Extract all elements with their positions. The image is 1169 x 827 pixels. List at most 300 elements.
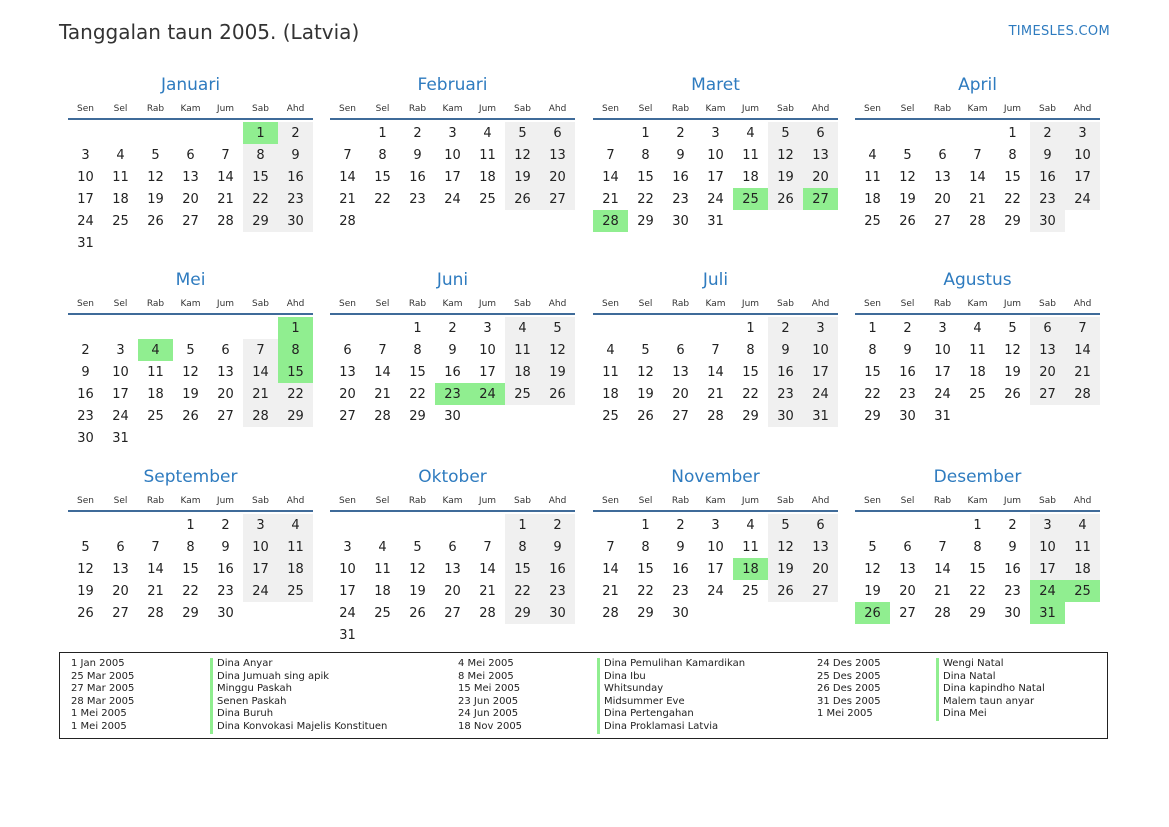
day-cell: 22 <box>969 583 986 599</box>
day-grid <box>855 120 1100 232</box>
weekday-label: Sel <box>638 104 653 114</box>
day-cell: 14 <box>707 364 724 380</box>
day-cell: 16 <box>77 386 94 402</box>
holiday-day-cell: 25 <box>1065 580 1100 602</box>
weekday-label: Kam <box>967 104 988 114</box>
day-cell: 22 <box>374 191 391 207</box>
empty-cell <box>698 602 733 624</box>
day-cell: 29 <box>182 605 199 621</box>
day-cell: 20 <box>217 386 234 402</box>
weekend-day-cell: 29 <box>505 602 540 624</box>
empty-cell <box>400 514 435 536</box>
weekend-day-cell: 22 <box>278 383 313 405</box>
day-cell: 6 <box>343 342 352 358</box>
empty-cell <box>103 232 138 254</box>
empty-cell <box>330 317 365 339</box>
day-cell: 28 <box>217 213 234 229</box>
month-name: September <box>143 467 238 487</box>
weekday-header <box>68 492 313 510</box>
day-cell: 16 <box>409 169 426 185</box>
weekend-day-cell: 13 <box>540 144 575 166</box>
empty-cell <box>365 317 400 339</box>
empty-cell <box>698 317 733 339</box>
day-cell: 1 <box>868 320 877 336</box>
weekday-label: Ahd <box>811 299 830 309</box>
weekend-day-cell: 3 <box>1030 514 1065 536</box>
day-cell: 28 <box>374 408 391 424</box>
weekend-day-cell: 9 <box>1030 144 1065 166</box>
day-cell: 15 <box>969 561 986 577</box>
weekday-label: Sen <box>339 496 356 506</box>
legend-date: 26 Des 2005 <box>817 683 881 695</box>
legend-holiday-name: Minggu Paskah <box>210 683 292 696</box>
weekday-label: Kam <box>180 104 201 114</box>
day-cell: 9 <box>676 539 685 555</box>
empty-cell <box>138 232 173 254</box>
day-cell: 19 <box>409 583 426 599</box>
weekday-label: Rab <box>671 104 690 114</box>
day-cell: 25 <box>374 605 391 621</box>
weekday-label: Kam <box>180 299 201 309</box>
weekend-day-cell: 3 <box>243 514 278 536</box>
empty-cell <box>103 122 138 144</box>
day-cell: 7 <box>483 539 492 555</box>
empty-cell <box>890 122 925 144</box>
day-cell: 8 <box>378 147 387 163</box>
day-cell: 13 <box>444 561 461 577</box>
weekend-day-cell: 5 <box>768 122 803 144</box>
weekend-day-cell: 29 <box>243 210 278 232</box>
weekday-label: Sel <box>900 104 915 114</box>
day-cell: 5 <box>413 539 422 555</box>
day-cell: 19 <box>899 191 916 207</box>
weekday-header <box>68 100 313 118</box>
weekday-label: Sel <box>900 496 915 506</box>
legend-date: 1 Mei 2005 <box>71 708 127 720</box>
weekday-label: Sel <box>638 299 653 309</box>
weekend-day-cell: 13 <box>803 536 838 558</box>
empty-cell <box>68 514 103 536</box>
day-cell: 9 <box>448 342 457 358</box>
day-cell: 15 <box>374 169 391 185</box>
weekend-day-cell: 23 <box>1030 188 1065 210</box>
day-cell: 20 <box>444 583 461 599</box>
day-cell: 14 <box>969 169 986 185</box>
day-cell: 26 <box>1004 386 1021 402</box>
empty-cell <box>1065 602 1100 624</box>
legend-date: 15 Mei 2005 <box>458 683 521 695</box>
day-cell: 2 <box>903 320 912 336</box>
day-cell: 10 <box>112 364 129 380</box>
weekend-day-cell: 27 <box>1030 383 1065 405</box>
day-cell: 27 <box>112 605 129 621</box>
empty-cell <box>243 232 278 254</box>
weekend-day-cell: 17 <box>1030 558 1065 580</box>
day-cell: 26 <box>77 605 94 621</box>
weekday-label: Kam <box>442 299 463 309</box>
month-agustus <box>855 269 1100 427</box>
day-cell: 18 <box>864 191 881 207</box>
day-cell: 6 <box>221 342 230 358</box>
day-cell: 9 <box>413 147 422 163</box>
weekday-label: Jum <box>478 496 497 506</box>
weekend-day-cell: 2 <box>1030 122 1065 144</box>
day-cell: 29 <box>969 605 986 621</box>
empty-cell <box>733 210 768 232</box>
day-cell: 9 <box>1008 539 1017 555</box>
day-grid <box>855 512 1100 624</box>
day-cell: 6 <box>676 342 685 358</box>
weekend-day-cell: 16 <box>540 558 575 580</box>
weekend-day-cell: 21 <box>1065 361 1100 383</box>
day-cell: 23 <box>1004 583 1021 599</box>
empty-cell <box>138 317 173 339</box>
day-grid <box>68 120 313 254</box>
legend-date: 24 Jun 2005 <box>458 708 519 720</box>
day-cell: 29 <box>637 605 654 621</box>
day-cell: 21 <box>217 191 234 207</box>
day-cell: 13 <box>217 364 234 380</box>
day-cell: 1 <box>746 320 755 336</box>
legend-holiday-name: Dina Natal <box>936 671 996 684</box>
month-name: Agustus <box>943 270 1012 290</box>
weekend-day-cell: 3 <box>803 317 838 339</box>
empty-cell <box>855 122 890 144</box>
weekend-day-cell: 8 <box>505 536 540 558</box>
holiday-day-cell: 8 <box>278 339 313 361</box>
day-cell: 14 <box>602 169 619 185</box>
empty-cell <box>68 317 103 339</box>
empty-cell <box>208 122 243 144</box>
day-cell: 24 <box>707 583 724 599</box>
day-cell: 30 <box>672 605 689 621</box>
day-cell: 10 <box>77 169 94 185</box>
day-cell: 3 <box>711 125 720 141</box>
weekend-day-cell: 2 <box>768 317 803 339</box>
day-cell: 8 <box>186 539 195 555</box>
day-cell: 11 <box>479 147 496 163</box>
weekday-label: Ahd <box>548 496 567 506</box>
empty-cell <box>768 210 803 232</box>
day-cell: 30 <box>444 408 461 424</box>
day-grid <box>593 120 838 232</box>
day-cell: 29 <box>742 408 759 424</box>
day-cell: 28 <box>969 213 986 229</box>
weekend-day-cell: 7 <box>243 339 278 361</box>
empty-cell <box>68 122 103 144</box>
empty-cell <box>855 514 890 536</box>
day-cell: 24 <box>77 213 94 229</box>
day-cell: 28 <box>707 408 724 424</box>
weekend-day-cell: 24 <box>1065 188 1100 210</box>
weekday-label: Ahd <box>286 299 305 309</box>
weekday-header <box>330 100 575 118</box>
day-cell: 6 <box>938 147 947 163</box>
empty-cell <box>593 514 628 536</box>
legend-date: 1 Mei 2005 <box>71 721 127 732</box>
day-cell: 18 <box>147 386 164 402</box>
day-cell: 4 <box>483 125 492 141</box>
weekday-label: Sel <box>900 299 915 309</box>
weekday-label: Kam <box>705 496 726 506</box>
day-cell: 30 <box>899 408 916 424</box>
day-cell: 14 <box>479 561 496 577</box>
day-grid <box>330 120 575 232</box>
weekend-day-cell: 10 <box>803 339 838 361</box>
weekday-label: Ahd <box>811 496 830 506</box>
day-cell: 6 <box>186 147 195 163</box>
day-cell: 11 <box>969 342 986 358</box>
weekday-label: Sen <box>77 496 94 506</box>
legend-holiday-name: Dina Pemulihan Kamardikan <box>597 658 745 671</box>
weekend-day-cell: 13 <box>803 144 838 166</box>
day-cell: 28 <box>147 605 164 621</box>
weekday-label: Sab <box>252 299 269 309</box>
day-cell: 30 <box>1004 605 1021 621</box>
day-cell: 28 <box>479 605 496 621</box>
day-cell: 18 <box>742 169 759 185</box>
weekend-day-cell: 30 <box>540 602 575 624</box>
weekday-label: Jum <box>478 299 497 309</box>
weekend-day-cell: 19 <box>768 166 803 188</box>
day-cell: 15 <box>637 561 654 577</box>
day-cell: 25 <box>969 386 986 402</box>
empty-cell <box>103 317 138 339</box>
day-cell: 8 <box>641 539 650 555</box>
weekday-label: Jum <box>1003 104 1022 114</box>
weekday-label: Rab <box>146 299 165 309</box>
empty-cell <box>1065 210 1100 232</box>
weekday-label: Sen <box>864 104 881 114</box>
empty-cell <box>400 624 435 646</box>
day-cell: 20 <box>934 191 951 207</box>
weekend-day-cell: 10 <box>243 536 278 558</box>
month-name: Juni <box>436 270 469 290</box>
month-februari <box>330 74 575 232</box>
day-cell: 24 <box>934 386 951 402</box>
weekend-day-cell: 12 <box>505 144 540 166</box>
weekday-label: Jum <box>741 496 760 506</box>
day-cell: 4 <box>746 517 755 533</box>
weekday-label: Kam <box>705 299 726 309</box>
empty-cell <box>243 602 278 624</box>
day-cell: 11 <box>864 169 881 185</box>
weekday-label: Kam <box>705 104 726 114</box>
day-cell: 19 <box>637 386 654 402</box>
day-cell: 22 <box>637 191 654 207</box>
empty-cell <box>540 624 575 646</box>
weekday-label: Jum <box>741 104 760 114</box>
weekend-day-cell: 18 <box>505 361 540 383</box>
weekday-label: Rab <box>933 104 952 114</box>
empty-cell <box>505 624 540 646</box>
weekend-day-cell: 25 <box>505 383 540 405</box>
day-cell: 5 <box>186 342 195 358</box>
day-cell: 1 <box>1008 125 1017 141</box>
weekday-label: Ahd <box>548 299 567 309</box>
empty-cell <box>278 602 313 624</box>
day-cell: 7 <box>378 342 387 358</box>
day-cell: 6 <box>448 539 457 555</box>
day-cell: 27 <box>217 408 234 424</box>
day-cell: 26 <box>147 213 164 229</box>
weekend-day-cell: 30 <box>278 210 313 232</box>
page-title: Tanggalan taun 2005. (Latvia) <box>59 20 360 44</box>
day-cell: 5 <box>868 539 877 555</box>
weekday-label: Rab <box>408 104 427 114</box>
day-cell: 13 <box>934 169 951 185</box>
month-mei <box>68 269 313 449</box>
day-cell: 21 <box>602 583 619 599</box>
month-juli <box>593 269 838 427</box>
day-grid <box>593 315 838 427</box>
brand-logo-text[interactable]: TIMESLES.COM <box>1008 24 1110 39</box>
holiday-day-cell: 26 <box>855 602 890 624</box>
legend-date: 4 Mei 2005 <box>458 658 514 669</box>
month-name: Februari <box>417 75 488 95</box>
weekday-label: Rab <box>933 496 952 506</box>
legend-holiday-name: Dina kapindho Natal <box>936 683 1045 696</box>
weekend-day-cell: 8 <box>243 144 278 166</box>
day-cell: 2 <box>221 517 230 533</box>
day-cell: 14 <box>339 169 356 185</box>
weekday-label: Sen <box>602 496 619 506</box>
weekday-label: Sab <box>1039 299 1056 309</box>
day-cell: 11 <box>742 539 759 555</box>
day-cell: 22 <box>637 583 654 599</box>
weekday-label: Kam <box>442 104 463 114</box>
empty-cell <box>803 602 838 624</box>
empty-cell <box>505 405 540 427</box>
day-cell: 2 <box>676 517 685 533</box>
month-name: Januari <box>160 75 221 95</box>
weekend-day-cell: 27 <box>803 580 838 602</box>
weekday-label: Sen <box>339 104 356 114</box>
weekday-header <box>330 295 575 313</box>
legend-date: 18 Nov 2005 <box>458 721 523 732</box>
legend-holiday-name: Dina Pertengahan <box>597 708 694 721</box>
weekday-label: Sel <box>375 299 390 309</box>
weekday-label: Rab <box>408 496 427 506</box>
day-cell: 8 <box>1008 147 1017 163</box>
day-cell: 22 <box>864 386 881 402</box>
day-cell: 15 <box>637 169 654 185</box>
empty-cell <box>540 210 575 232</box>
day-cell: 13 <box>112 561 129 577</box>
weekday-header <box>593 492 838 510</box>
weekday-label: Kam <box>180 496 201 506</box>
weekend-day-cell: 27 <box>540 188 575 210</box>
weekend-day-cell: 26 <box>540 383 575 405</box>
weekend-day-cell: 4 <box>1065 514 1100 536</box>
month-name: Desember <box>933 467 1022 487</box>
day-cell: 15 <box>864 364 881 380</box>
day-cell: 1 <box>973 517 982 533</box>
holiday-day-cell: 15 <box>278 361 313 383</box>
day-cell: 2 <box>676 125 685 141</box>
day-cell: 23 <box>409 191 426 207</box>
day-cell: 3 <box>483 320 492 336</box>
day-cell: 16 <box>899 364 916 380</box>
holiday-day-cell: 31 <box>1030 602 1065 624</box>
day-cell: 20 <box>672 386 689 402</box>
empty-cell <box>803 210 838 232</box>
weekday-header <box>593 100 838 118</box>
day-cell: 12 <box>864 561 881 577</box>
day-cell: 26 <box>637 408 654 424</box>
day-grid <box>855 315 1100 427</box>
day-cell: 7 <box>973 147 982 163</box>
day-cell: 1 <box>378 125 387 141</box>
empty-cell <box>278 427 313 449</box>
empty-cell <box>890 514 925 536</box>
weekend-day-cell: 6 <box>803 122 838 144</box>
month-oktober <box>330 466 575 646</box>
day-cell: 31 <box>77 235 94 251</box>
weekend-day-cell: 31 <box>803 405 838 427</box>
day-cell: 27 <box>339 408 356 424</box>
day-cell: 21 <box>602 191 619 207</box>
day-cell: 25 <box>602 408 619 424</box>
empty-cell <box>208 232 243 254</box>
day-cell: 31 <box>934 408 951 424</box>
weekend-day-cell: 30 <box>1030 210 1065 232</box>
weekday-label: Ahd <box>548 104 567 114</box>
weekend-day-cell: 4 <box>505 317 540 339</box>
weekday-label: Sel <box>638 496 653 506</box>
day-cell: 13 <box>672 364 689 380</box>
day-cell: 12 <box>77 561 94 577</box>
day-cell: 26 <box>409 605 426 621</box>
day-cell: 9 <box>676 147 685 163</box>
day-cell: 19 <box>182 386 199 402</box>
day-cell: 9 <box>81 364 90 380</box>
day-cell: 19 <box>77 583 94 599</box>
empty-cell <box>1030 405 1065 427</box>
legend-holiday-name: Dina Buruh <box>210 708 273 721</box>
day-cell: 11 <box>374 561 391 577</box>
weekend-day-cell: 9 <box>768 339 803 361</box>
day-cell: 3 <box>711 517 720 533</box>
legend-holiday-name: Whitsunday <box>597 683 663 696</box>
weekend-day-cell: 5 <box>540 317 575 339</box>
day-cell: 6 <box>903 539 912 555</box>
day-cell: 3 <box>938 320 947 336</box>
empty-cell <box>925 122 960 144</box>
weekend-day-cell: 2 <box>278 122 313 144</box>
holiday-day-cell: 1 <box>278 317 313 339</box>
holiday-day-cell: 4 <box>138 339 173 361</box>
weekday-header <box>855 295 1100 313</box>
empty-cell <box>733 602 768 624</box>
weekend-day-cell: 1 <box>505 514 540 536</box>
day-cell: 21 <box>479 583 496 599</box>
empty-cell <box>278 232 313 254</box>
day-cell: 16 <box>672 169 689 185</box>
weekday-label: Ahd <box>1073 299 1092 309</box>
holiday-day-cell: 23 <box>435 383 470 405</box>
day-cell: 4 <box>606 342 615 358</box>
legend-date: 8 Mei 2005 <box>458 670 514 682</box>
day-cell: 19 <box>864 583 881 599</box>
day-cell: 28 <box>934 605 951 621</box>
day-cell: 30 <box>672 213 689 229</box>
weekend-day-cell: 12 <box>768 144 803 166</box>
day-cell: 22 <box>742 386 759 402</box>
day-cell: 7 <box>606 539 615 555</box>
day-grid <box>330 512 575 646</box>
day-cell: 14 <box>374 364 391 380</box>
